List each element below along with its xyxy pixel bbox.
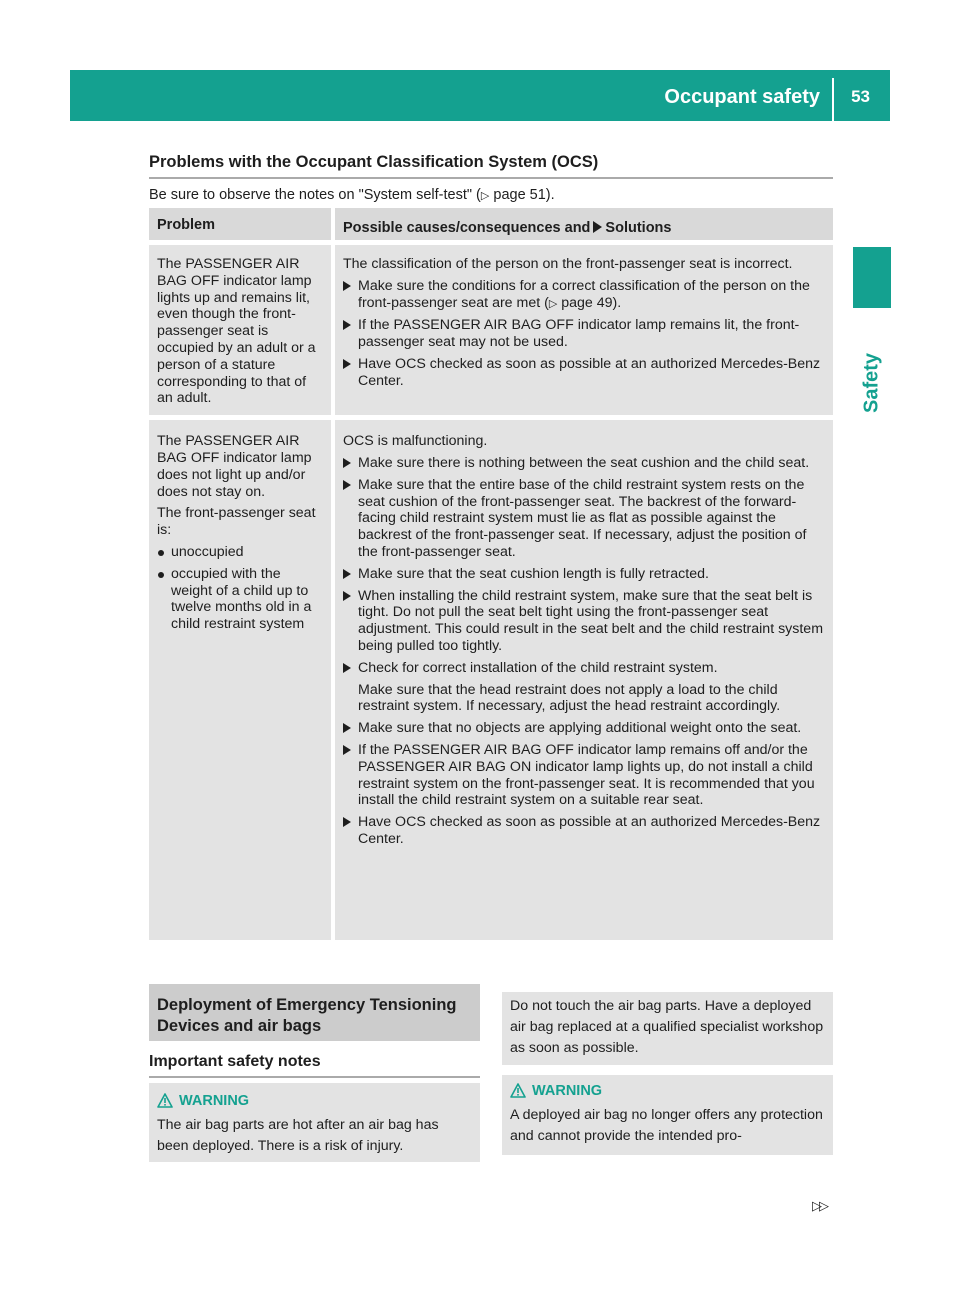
action-arrow-icon [343, 817, 351, 827]
intro-text: Be sure to observe the notes on "System self-test" ( [149, 187, 481, 203]
row2-step [343, 720, 825, 737]
action-arrow-icon [343, 591, 351, 601]
table-row [149, 420, 833, 940]
note-box-airbag-replace [502, 992, 833, 1065]
page-number: 53 [851, 87, 870, 106]
row2-step2-text: Make sure that the entire base of the child restraint system rests on the seat cushion of the front-passenger seat. The backrest of the forward-facing child restraint system must lie as flat as possible against the backrest of the front-passenger seat. If necessary, adjust the position of the front-passenger seat. [358, 476, 807, 560]
col-header-solutions [335, 208, 833, 240]
row2-step [343, 477, 825, 561]
action-arrow-icon [343, 480, 351, 490]
row1-step [343, 356, 825, 390]
row2-step [343, 455, 825, 472]
warning-label: WARNING [179, 1093, 250, 1109]
row2-bullet1-text: unoccupied [171, 543, 244, 560]
table-row [149, 245, 833, 415]
row2-problem-text: The PASSENGER AIR BAG OFF indicator lamp does not light up and/or does not stay on. [157, 433, 312, 500]
action-arrow-icon [343, 458, 351, 468]
section-intro [149, 187, 555, 203]
row1-step [343, 278, 825, 313]
row2-step5-text: Check for correct installation of the child restraint system. [358, 659, 718, 676]
page-header-title: Occupant safety [664, 86, 820, 108]
row2-step [343, 814, 825, 848]
row2-step [343, 566, 825, 583]
subsection-rule [149, 1076, 480, 1078]
col-header-problem: Problem [149, 208, 335, 240]
ocs-problems-table [149, 208, 833, 940]
section2-subtitle: Important safety notes [149, 1053, 321, 1070]
row2-step [343, 588, 825, 655]
col-header-solutions-label: Solutions [605, 220, 672, 236]
warning-triangle-icon [510, 1083, 526, 1098]
action-arrow-icon [343, 569, 351, 579]
table-header-row [149, 208, 833, 240]
row2-step3-text: Make sure that the seat cushion length is fully retracted. [358, 565, 709, 582]
list-item [157, 544, 323, 561]
row1-problem-text: The PASSENGER AIR BAG OFF indicator lamp lights up and remains lit, even though the front-passenger seat is occupied by an adult or a person of a stature corresponding to that of an adult. [157, 256, 316, 407]
action-arrow-icon [343, 320, 351, 330]
row1-step2-text: If the PASSENGER AIR BAG OFF indicator lamp remains lit, the front-passenger seat may not be used. [358, 317, 800, 351]
warning-label: WARNING [532, 1083, 603, 1099]
intro-page-ref[interactable]: page 51). [493, 187, 555, 203]
row2-bullet2-text: occupied with the weight of a child up to twelve months old in a child restraint system [171, 565, 312, 633]
warning-box-hot-parts [149, 1083, 480, 1162]
warning-heading [510, 1080, 825, 1102]
row2-step6-text: Make sure that no objects are applying additional weight onto the seat. [358, 720, 802, 737]
side-tab-marker [853, 247, 891, 308]
row2-step5-note: Make sure that the head restraint does not apply a load to the child restraint system. If necessary, adjust the head restraint accordingly. [358, 681, 781, 715]
row2-solutions [335, 420, 833, 940]
row1-cause: The classification of the person on the front-passenger seat is incorrect. [343, 256, 793, 272]
section-title: Problems with the Occupant Classification System (OCS) [149, 153, 599, 171]
warning2-text: A deployed air bag no longer offers any protection and cannot provide the intended pro- [510, 1107, 823, 1144]
action-arrow-icon [343, 745, 351, 755]
warning-box-no-protection [502, 1075, 833, 1155]
bullet-icon [158, 550, 164, 556]
row2-step8-text: Have OCS checked as soon as possible at an authorized Mercedes-Benz Center. [358, 814, 821, 847]
action-arrow-icon [343, 359, 351, 369]
col-header-solutions-text: Possible causes/consequences and [343, 220, 591, 236]
warning-triangle-icon [157, 1093, 173, 1108]
row2-cause: OCS is malfunctioning. [343, 433, 488, 450]
warning-heading [157, 1090, 472, 1112]
section2-title: Deployment of Emergency Tensioning Devices and air bags [149, 984, 480, 1041]
page-header-bar [70, 70, 890, 121]
list-item [157, 566, 323, 633]
row1-problem [149, 245, 335, 415]
continue-arrows-icon: ▷▷ [812, 1198, 826, 1213]
row2-step [343, 660, 825, 677]
row1-step1-text: Make sure the conditions for a correct classification of the person on the front-passenger seat are met ( [358, 277, 810, 311]
row1-step [343, 317, 825, 351]
row1-solutions [335, 245, 833, 415]
page-ref-arrow-icon: ▷ [548, 297, 558, 310]
header-divider [832, 78, 834, 121]
warning1-text: The air bag parts are hot after an air bag has been deployed. There is a risk of injury. [157, 1117, 439, 1154]
row2-step1-text: Make sure there is nothing between the seat cushion and the child seat. [358, 454, 810, 471]
side-section-label: Safety [860, 352, 883, 413]
row2-step4-text: When installing the child restraint system, make sure that the seat belt is tight. Do not pull the seat belt tight using the front-passenger seat adjustment. This could result in the seat belt and the child restraint system being pulled too tightly. [358, 587, 824, 654]
bullet-icon [158, 572, 164, 578]
row2-step [343, 742, 825, 809]
action-arrow-icon [593, 221, 602, 233]
section-rule [149, 177, 833, 179]
row1-step3-text: Have OCS checked as soon as possible at an authorized Mercedes-Benz Center. [358, 355, 821, 389]
action-arrow-icon [343, 723, 351, 733]
page-ref-arrow-icon: ▷ [480, 190, 490, 202]
row2-step7-text: If the PASSENGER AIR BAG OFF indicator lamp remains off and/or the PASSENGER AIR BAG ON indicator lamp lights up, do not install a child restraint system on the front-passenger seat. It is recommended that you install the child restraint system on a suitable rear seat. [358, 741, 815, 809]
row2-problem [149, 420, 335, 940]
note-text: Do not touch the air bag parts. Have a deployed air bag replaced at a qualified specialist workshop as soon as possible. [510, 998, 824, 1056]
action-arrow-icon [343, 663, 351, 673]
action-arrow-icon [343, 281, 351, 291]
row2-problem-seat: The front-passenger seat is: [157, 505, 316, 539]
row1-step1-page-ref[interactable]: page 49). [561, 294, 622, 311]
